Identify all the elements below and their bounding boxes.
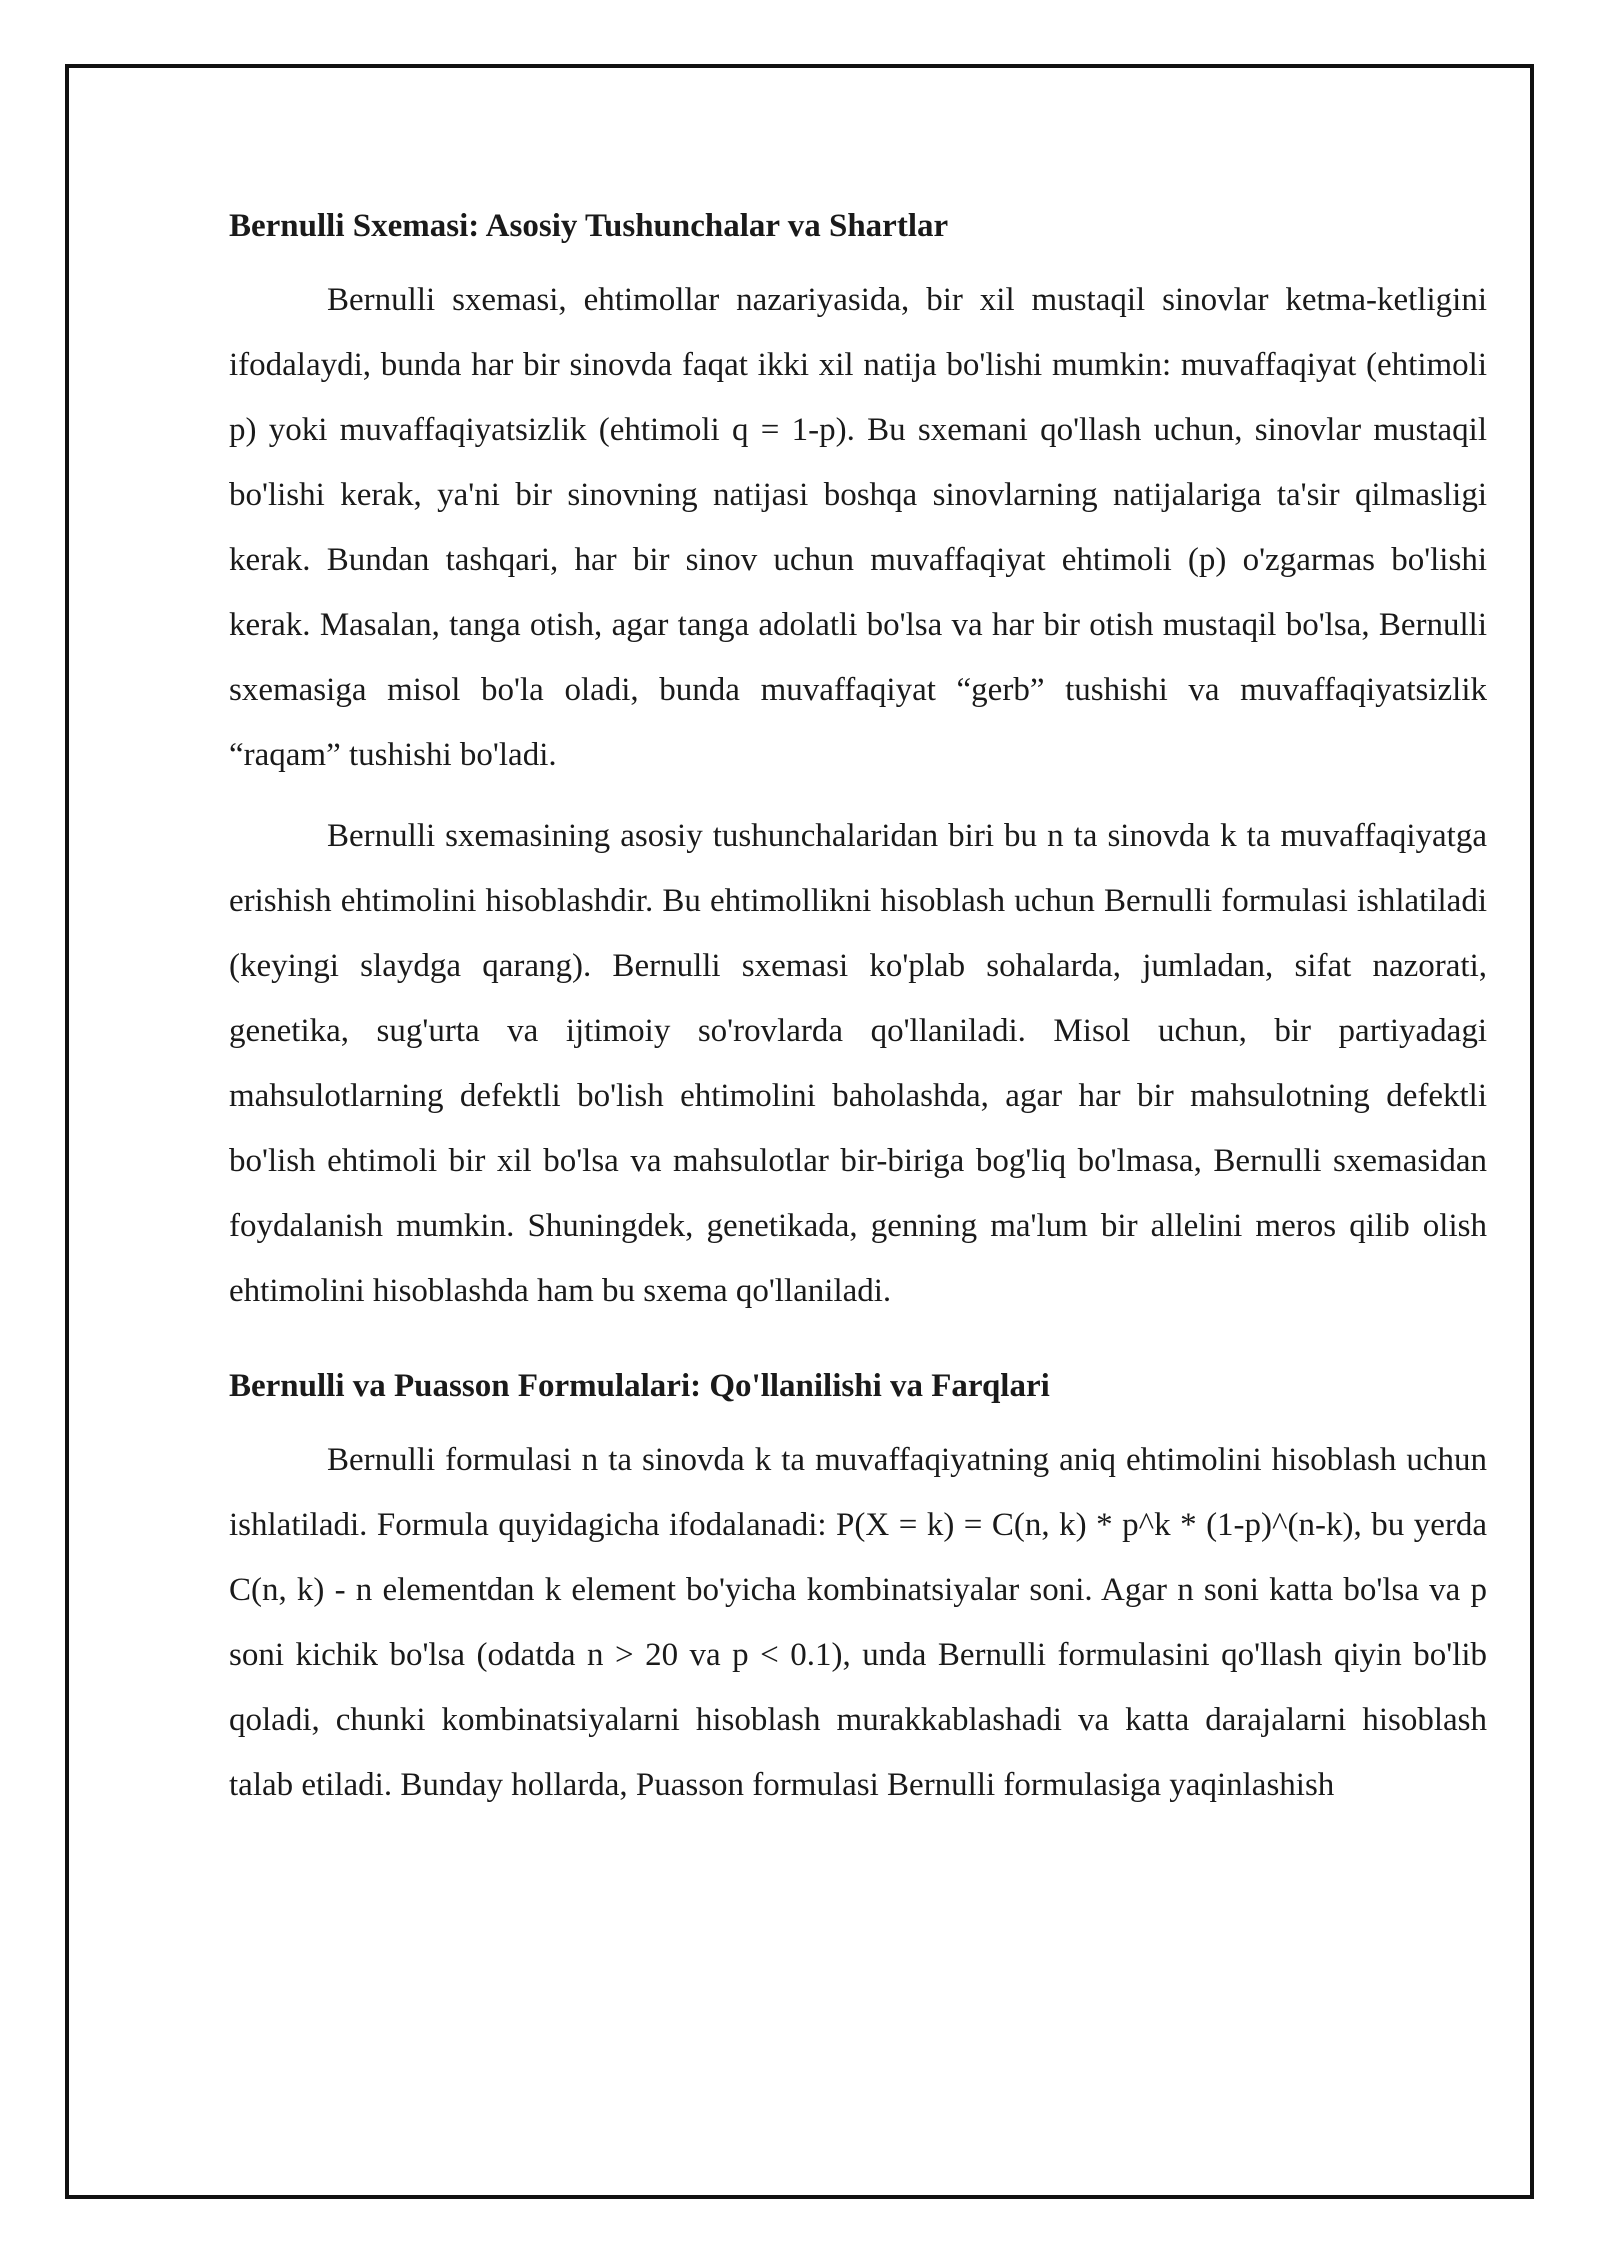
paragraph: Bernulli sxemasi, ehtimollar nazariyasida, bir xil mustaqil sinovlar ketma-ketligini ifodalaydi, bunda har bir sinovda faqat ikki xil natija bo'lishi mumkin: muvaffaqiyat (ehtimoli p) yoki muvaffaqiyatsizlik (ehtimoli q = 1-p). Bu sxemani qo'llash uchun, sinovlar mustaqil bo'lishi kerak, ya'ni bir sinovning natijasi boshqa sinovlarning natijalariga ta'sir qilmasligi kerak. Bundan tashqari, har bir sinov uchun muvaffaqiyat ehtimoli (p) o'zgarmas bo'lishi kerak. Masalan, tanga otish, agar tanga adolatli bo'lsa va har bir otish mustaqil bo'lsa, Bernulli sxemasiga misol bo'la oladi, bunda muvaffaqiyat “gerb” tushishi va muvaffaqiyatsizlik “raqam” tushishi bo'ladi. xyxy=(229,282,1487,773)
paragraph: Bernulli formulasi n ta sinovda k ta muvaffaqiyatning aniq ehtimolini hisoblash uchun ishlatiladi. Formula quyidagicha ifodalanadi: P(X = k) = C(n, k) * p^k * (1-p)^(n-k), bu yerda C(n, k) - n elementdan k element bo'yicha kombinatsiyalar soni. Agar n soni katta bo'lsa va p soni kichik bo'lsa (odatda n > 20 va p < 0.1), unda Bernulli formulasini qo'llash qiyin bo'lib qoladi, chunki kombinatsiyalarni hisoblash murakkablashadi va katta darajalarni hisoblash talab etiladi. Bunday hollarda, Puasson formulasi Bernulli formulasiga yaqinlashish xyxy=(229,1442,1487,1803)
document-body xyxy=(229,196,1487,1818)
paragraph: Bernulli sxemasining asosiy tushunchalaridan biri bu n ta sinovda k ta muvaffaqiyatga erishish ehtimolini hisoblashdir. Bu ehtimollikni hisoblash uchun Bernulli formulasi ishlatiladi (keyingi slaydga qarang). Bernulli sxemasi ko'plab sohalarda, jumladan, sifat nazorati, genetika, sug'urta va ijtimoiy so'rovlarda qo'llaniladi. Misol uchun, bir partiyadagi mahsulotlarning defektli bo'lish ehtimolini baholashda, agar har bir mahsulotning defektli bo'lish ehtimoli bir xil bo'lsa va mahsulotlar bir-biriga bog'liq bo'lmasa, Bernulli sxemasidan foydalanish mumkin. Shuningdek, genetikada, genning ma'lum bir allelini meros qilib olish ehtimolini hisoblashda ham bu sxema qo'llaniladi. xyxy=(229,818,1487,1309)
section-heading: Bernulli Sxemasi: Asosiy Tushunchalar va Shartlar xyxy=(229,208,949,244)
section-heading: Bernulli va Puasson Formulalari: Qo'llanilishi va Farqlari xyxy=(229,1368,1050,1404)
